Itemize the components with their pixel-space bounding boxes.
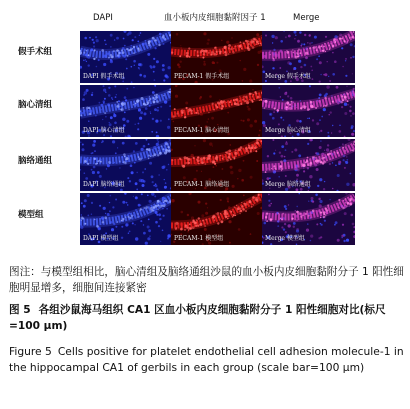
column-header-merge: Merge xyxy=(293,13,320,23)
panel-label: PECAM-1 假手术组 xyxy=(174,73,230,80)
panel-label: Merge 假手术组 xyxy=(265,73,311,80)
micrograph-sham-pecam xyxy=(171,31,264,83)
figure-caption-chinese xyxy=(9,302,405,334)
micrograph-naoluotong-dapi xyxy=(80,139,173,191)
micrograph-model-merge xyxy=(262,193,355,245)
figure-number-chinese: 图 5 xyxy=(9,304,31,316)
panel-label: Merge 模型组 xyxy=(265,235,305,242)
figure-title-english: Cells positive for platelet endothelial cell adhesion molecule-1 in the hippocampal CA1 of gerbils in each group (scale bar=100 μm) xyxy=(9,345,404,374)
figure-title-chinese: 各组沙鼠海马组织 CA1 区血小板内皮细胞黏附分子 1 阳性细胞对比(标尺=100 μm) xyxy=(9,304,386,332)
panel-label: DAPI 假手术组 xyxy=(83,73,125,80)
panel-label: DAPI 脑心清组 xyxy=(83,127,125,134)
column-header-pecam1: 血小板内皮细胞黏附因子 1 xyxy=(164,13,266,23)
micrograph-model-dapi xyxy=(80,193,173,245)
micrograph-sham-dapi xyxy=(80,31,173,83)
row-label-model: 模型组 xyxy=(18,210,44,220)
figure-caption-english xyxy=(9,344,405,376)
row-label-sham: 假手术组 xyxy=(18,47,53,57)
micrograph-naoxinqing-pecam xyxy=(171,85,264,137)
column-header-dapi: DAPI xyxy=(93,13,113,23)
panel-label: PECAM-1 模型组 xyxy=(174,235,224,242)
micrograph-model-pecam xyxy=(171,193,264,245)
panel-label: DAPI 脑络通组 xyxy=(83,181,125,188)
micrograph-sham-merge xyxy=(262,31,355,83)
micrograph-naoxinqing-dapi xyxy=(80,85,173,137)
panel-label: PECAM-1 脑心清组 xyxy=(174,127,230,134)
panel-label: PECAM-1 脑络通组 xyxy=(174,181,230,188)
row-label-naoxinqing: 脑心清组 xyxy=(18,100,53,110)
micrograph-naoluotong-merge xyxy=(262,139,355,191)
micrograph-naoluotong-pecam xyxy=(171,139,264,191)
panel-label: Merge 脑络通组 xyxy=(265,181,311,188)
figure-note: 图注：与模型组相比，脑心清组及脑络通组沙鼠的血小板内皮细胞黏附分子 1 阳性细胞明显增多，细胞间连接紧密 xyxy=(9,266,404,294)
row-label-naoluotong: 脑络通组 xyxy=(18,156,53,166)
figure-number-english: Figure 5 xyxy=(9,345,52,358)
panel-label: Merge 脑心清组 xyxy=(265,127,311,134)
micrograph-naoxinqing-merge xyxy=(262,85,355,137)
panel-label: DAPI 模型组 xyxy=(83,235,119,242)
